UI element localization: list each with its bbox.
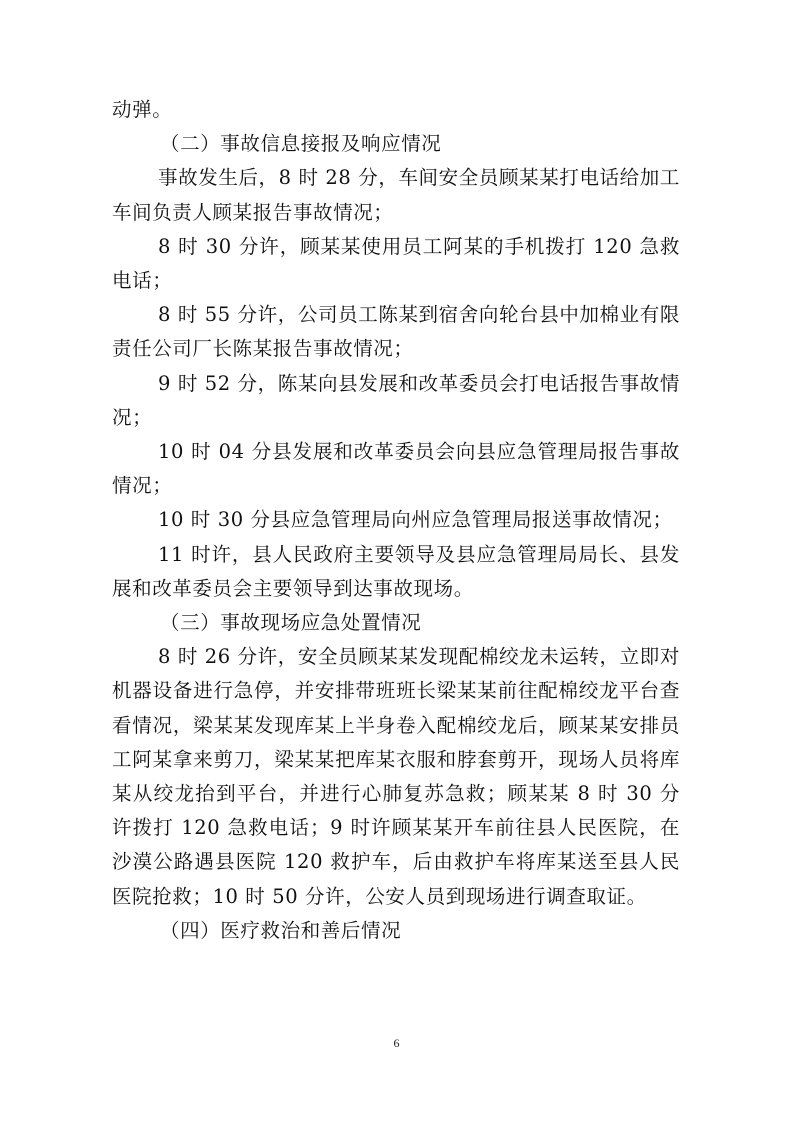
paragraph: 8 时 55 分许，公司员工陈某到宿舍向轮台县中加棉业有限责任公司厂长陈某报告事故情况；	[112, 303, 680, 361]
paragraph: 10 时 04 分县发展和改革委员会向县应急管理局报告事故情况；	[112, 440, 680, 498]
section-heading-2: （二）事故信息接报及响应情况	[160, 132, 442, 156]
page-number: 6	[393, 1036, 400, 1050]
paragraph: 9 时 52 分，陈某向县发展和改革委员会打电话报告事故情况；	[112, 371, 680, 429]
paragraph-continuation: 动弹。	[112, 98, 173, 121]
paragraph: 11 时许，县人民政府主要领导及县应急管理局局长、县发展和改革委员会主要领导到达事故现场。	[112, 542, 680, 600]
section-heading-4: （四）医疗救治和善后情况	[160, 918, 402, 942]
paragraph: 事故发生后，8 时 28 分，车间安全员顾某某打电话给加工车间负责人顾某报告事故情况；	[112, 166, 680, 224]
section-heading-3: （三）事故现场应急处置情况	[160, 611, 422, 635]
paragraph: 10 时 30 分县应急管理局向州应急管理局报送事故情况；	[158, 508, 673, 532]
body-text	[112, 93, 680, 948]
paragraph: 8 时 30 分许，顾某某使用员工阿某的手机拨打 120 急救电话；	[112, 234, 680, 293]
paragraph: 8 时 26 分许，安全员顾某某发现配棉绞龙未运转，立即对机器设备进行急停，并安排带班班长梁某某前往配棉绞龙平台查看情况，梁某某发现库某上半身卷入配棉绞龙后，顾某某安排员工阿某拿来剪刀，梁某某把库某衣服和脖套剪开，现场人员将库某从绞龙抬到平台，并进行心肺复苏急救；顾某某 8 时 30 分许拨打 120 急救电话；9 时许顾某某开车前往县人民医院，在沙漠公路遇县医院 120 救护车，后由救护车将库某送至县人民医院抢救；10 时 50 分许，公安人员到现场进行调查取证。	[112, 645, 680, 908]
